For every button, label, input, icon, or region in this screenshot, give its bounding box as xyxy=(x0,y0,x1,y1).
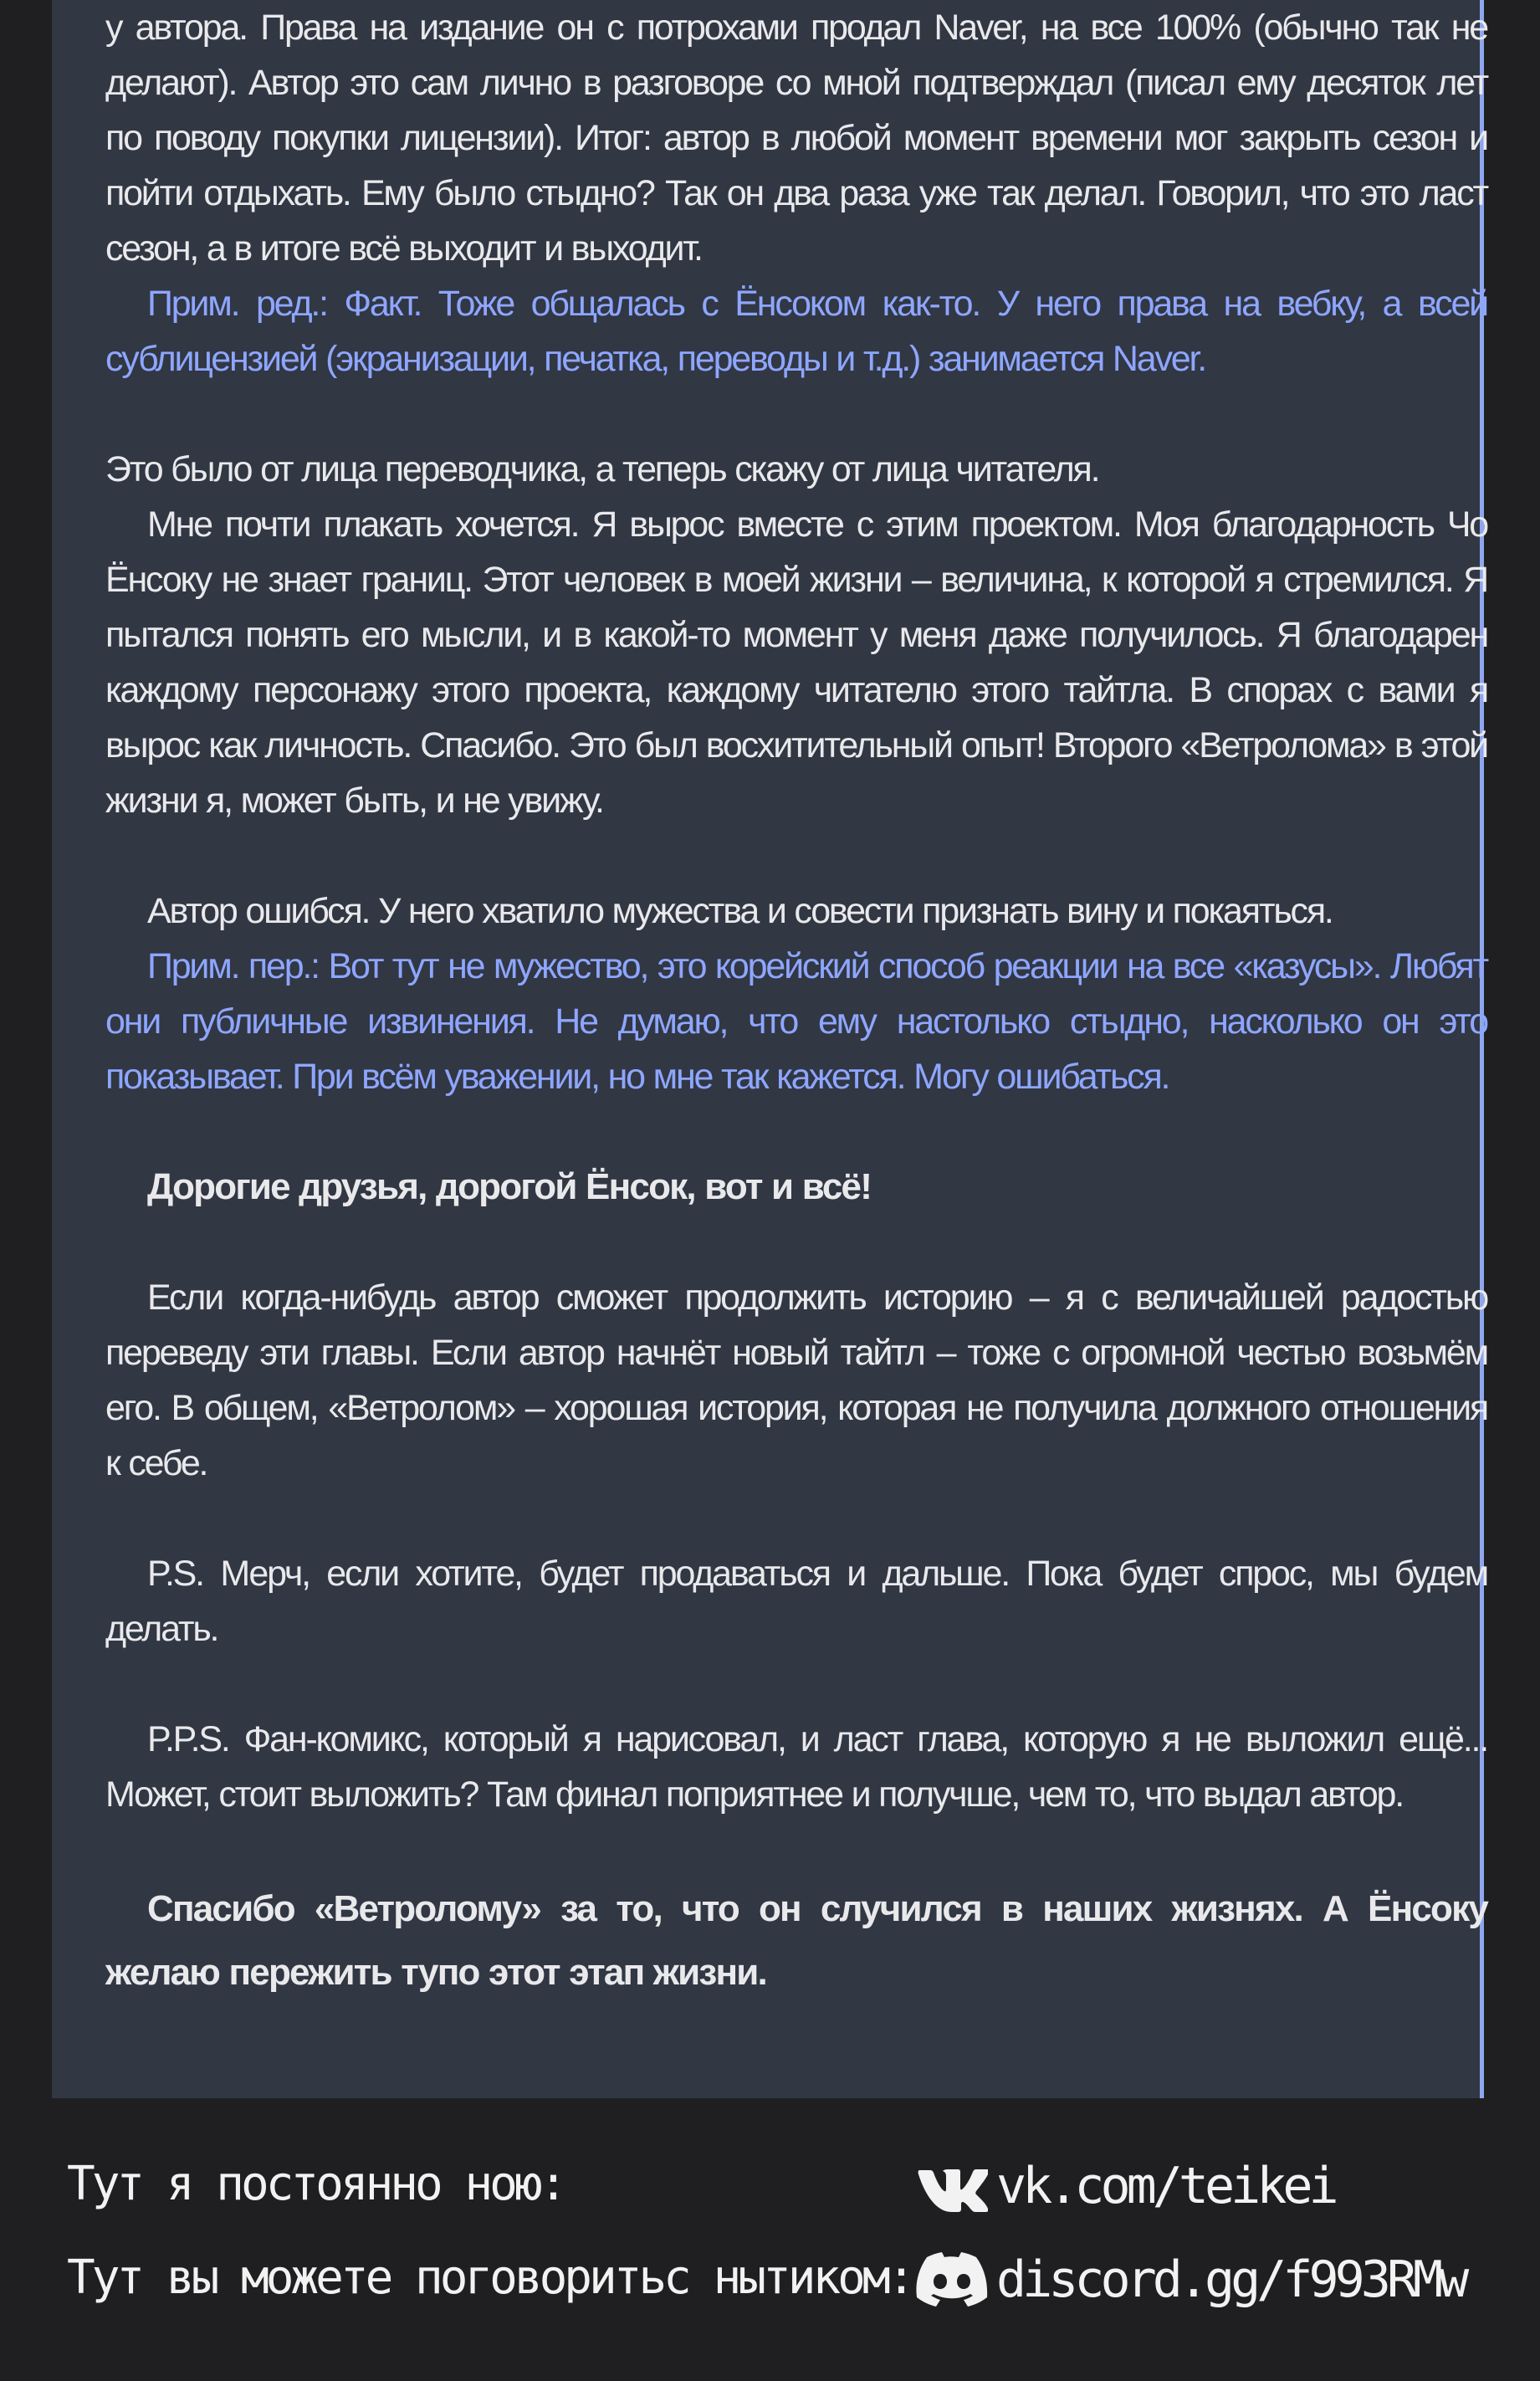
text-line: пытался понять его мысли, и в какой-то момент у меня даже получилось. Я благодарен xyxy=(105,615,1487,655)
text-line: P.P.S. Фан-комикс, который я нарисовал, и ласт глава, которую я не выложил ещё... xyxy=(147,1719,1487,1759)
text-line: Может, стоит выложить? Там финал поприятнее и получше, чем то, что выдал автор. xyxy=(105,1774,1403,1815)
text-line: Прим. пер.: Вот тут не мужество, это корейский способ реакции на все «казусы». Любят xyxy=(147,946,1487,986)
text-line: по поводу покупки лицензии). Итог: автор в любой момент времени мог закрыть сезон и xyxy=(105,118,1487,158)
discord-link[interactable]: discord.gg/f993RMw xyxy=(996,2250,1466,2309)
text-line: цензией (экранизации, печатка, переводы и т.д.) занимается Naver. xyxy=(192,339,1206,379)
text-line: Прим. ред.: Факт. Тоже общалась с Ёнсоком как-то. У него права на вебку, а всей субли xyxy=(105,284,1487,379)
discord-link-row[interactable] xyxy=(916,2250,1465,2309)
text-line: Мне почти плакать хочется. Я вырос вместе с этим проектом. Моя благодарность Чо xyxy=(147,504,1487,545)
text-line: себе. xyxy=(128,1443,207,1483)
text-line: Спасибо «Ветролому» за то, что он случился в наших жизнях. А Ёнсоку xyxy=(147,1888,1487,1929)
postscript xyxy=(105,1546,1487,1656)
text-line: зывает. При всём уважении, но мне так кажется. Могу ошибаться. xyxy=(173,1057,1169,1097)
text-line: P.S. Мерч, если хотите, будет продаваться и дальше. Пока будет спрос, мы будем xyxy=(147,1554,1487,1594)
paragraph xyxy=(105,883,1487,939)
text-line: жизни я, может быть, и не увижу. xyxy=(105,781,603,821)
complain-label: Тут я постоянно ною: xyxy=(67,2157,565,2211)
text-line: желаю пережить тупо этот этап жизни. xyxy=(105,1952,766,1993)
text-line: у автора. Права на издание он с потрохами продал Naver, на все 100% (обычно так не xyxy=(105,8,1487,48)
text-line: Это было от лица переводчика, а теперь скажу от лица читателя. xyxy=(105,449,1099,489)
post-panel xyxy=(52,0,1488,2098)
text-line: Автор ошибся. У него хватило мужества и совести признать вину и покаяться. xyxy=(147,891,1333,931)
editor-note xyxy=(105,276,1487,387)
text-line: каждому персонажу этого проекта, каждому читателю этого тайтла. В спорах с вами я xyxy=(105,670,1487,710)
text-line: пойти отдыхать. Ему было стыдно? Так он два раза уже так делал. Говорил, что это ласт xyxy=(105,173,1487,213)
translator-note xyxy=(105,939,1487,1104)
paragraph xyxy=(105,442,1487,497)
post-text xyxy=(105,0,1487,2005)
text-line: Ёнсоку не знает границ. Этот человек в моей жизни – величина, к которой я стремился. Я xyxy=(105,560,1487,600)
text-line: сезон, а в итоге всё выходит и выходит. xyxy=(105,228,702,269)
paragraph xyxy=(105,497,1487,828)
talk-label: Тут вы можете поговоритьс нытиком: xyxy=(67,2250,913,2305)
text-line: реведу эти главы. Если автор начнёт новый тайтл – тоже с огромной честью возьмём его. xyxy=(105,1333,1487,1428)
discord-icon xyxy=(916,2252,988,2307)
text-line: делать. xyxy=(105,1609,218,1649)
thanks-paragraph xyxy=(105,1877,1487,2005)
text-line: вырос как личность. Спасибо. Это был восхитительный опыт! Второго «Ветролома» в этой xyxy=(105,725,1487,766)
text-line: делают). Автор это сам лично в разговоре со мной подтверждал (писал ему десяток лет xyxy=(105,63,1487,103)
text-line: Если когда-нибудь автор сможет продолжить историю – я с величайшей радостью пе xyxy=(105,1278,1487,1373)
closing-heading xyxy=(105,1160,1487,1215)
text-line: Дорогие друзья, дорогой Ёнсок, вот и всё! xyxy=(147,1166,872,1207)
postscript-2 xyxy=(105,1712,1487,1822)
paragraph xyxy=(105,0,1487,276)
paragraph xyxy=(105,1270,1487,1491)
vk-link[interactable]: vk.com/teikei xyxy=(996,2157,1335,2215)
vk-link-row[interactable] xyxy=(916,2157,1335,2215)
vk-icon xyxy=(916,2158,988,2214)
text-line: В общем, «Ветролом» – хорошая история, которая не получила должного отношения к xyxy=(105,1388,1488,1483)
text-line: они публичные извинения. Не думаю, что ему настолько стыдно, насколько он это пока xyxy=(105,1001,1487,1097)
